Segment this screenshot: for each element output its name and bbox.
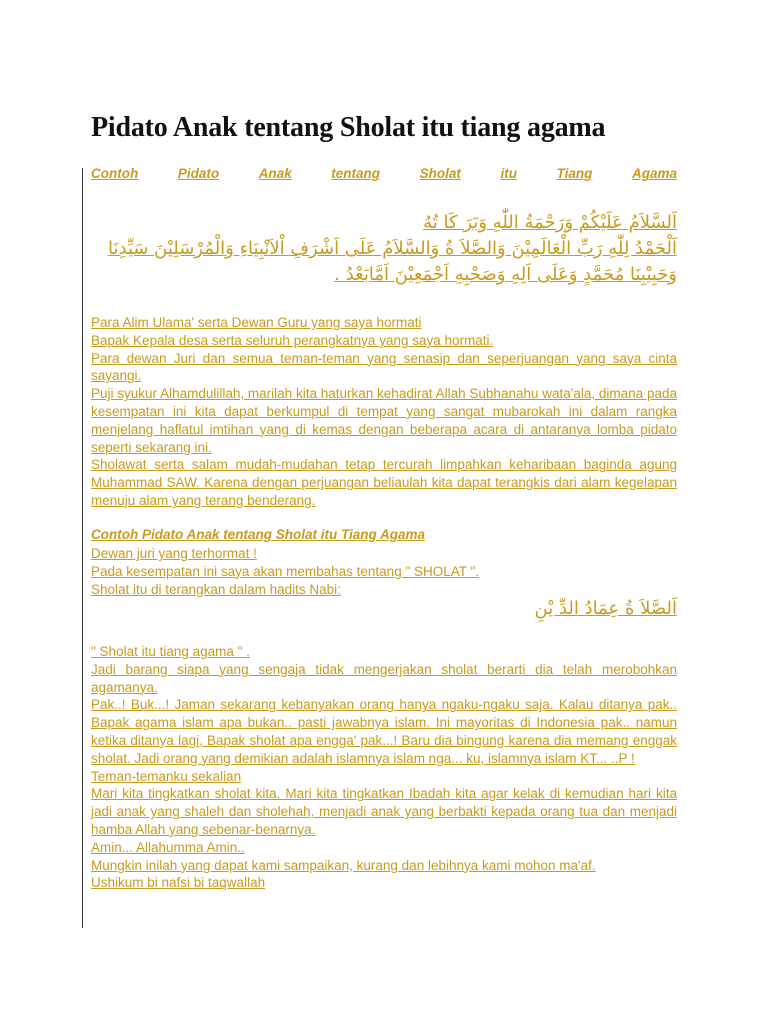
paragraph: Mari kita tingkatkan sholat kita. Mari kita tingkatkan Ibadah kita agar kelak di kemudian hari kita jadi anak yang shaleh dan sholehah, menjadi anak yang berbakti kepada orang tua dan menjadi hamba Allah yang sebenar-benarnya.: [91, 786, 677, 837]
heading-word: Pidato: [177, 166, 220, 181]
intro-block[interactable]: [91, 545, 677, 598]
greetings-block[interactable]: [91, 314, 677, 510]
paragraph: Para dewan Juri dan semua teman-teman yang senasip dan seperjuangan yang saya cinta sayangi.: [91, 350, 677, 384]
arabic-line: وَحَبِيْبِنَا مُحَمَّدٍ وَعَلَى اَلِهِ وَصَحْبِهِ اَجْمَعِيْنَ اَمَّابَعْدُ .: [334, 264, 677, 285]
paragraph: Teman-temanku sekalian: [91, 768, 242, 784]
paragraph: Mungkin inilah yang dapat kami sampaikan, kurang dan lebihnya kami mohon ma'af.: [91, 857, 596, 873]
margin-line: [82, 168, 83, 928]
paragraph: Bapak Kepala desa serta seluruh perangkatnya yang saya hormati.: [91, 332, 494, 348]
paragraph: Pak..! Buk...! Jaman sekarang kebanyakan orang hanya ngaku-ngaku saja. Kalau ditanya pak.. Bapak agama islam apa bukan.. pasti jawabnya islam. Ini mayoritas di Indonesia pak.. namun ketika ditanya lagi, Bapak sholat apa engga' pak...! Baru dia bingung karena dia memang enggak sholat. Jadi orang yang demikian adalah islamnya islam nga... ku, islamnya islam KT... ..P !: [91, 697, 677, 766]
body-block[interactable]: [91, 643, 677, 892]
heading-word: tentang: [331, 166, 381, 181]
arabic-hadith[interactable]: اَلصَّلاَ ةُ عِمَادُ الدِّ يْنِ: [534, 598, 677, 619]
paragraph: Dewan juri yang terhormat !: [91, 546, 257, 561]
heading-word: Agama: [631, 166, 677, 181]
arabic-opening[interactable]: [91, 210, 677, 288]
heading-word: itu: [500, 166, 517, 181]
section-heading[interactable]: [91, 166, 677, 181]
paragraph: Ushikum bi nafsi bi taqwallah: [91, 875, 266, 891]
paragraph: Para Alim Ulama' serta Dewan Guru yang saya hormati: [91, 315, 422, 330]
paragraph: Puji syukur Alhamdulillah, marilah kita haturkan kehadirat Allah Subhanahu wata'ala, dimana pada kesempatan ini kita dapat berkumpul di tempat yang sangat mubarokah ini dalam rangka menjelang haflatul imtihan yang di kemas dengan beberapa acara di antaranya lomba pidato seperti sekarang ini.: [91, 386, 677, 455]
paragraph: Pada kesempatan ini saya akan membahas tentang " SHOLAT ".: [91, 563, 480, 579]
arabic-line: اَلسَّلاَمُ عَلَيْكُمْ وَرَحْمَةُ اللّٰهِ وَبَرَ كَا تُهُ: [423, 212, 677, 233]
paragraph: " Sholat itu tiang agama " .: [91, 644, 250, 659]
paragraph: Sholat itu di terangkan dalam hadits Nabi:: [91, 581, 341, 597]
section-heading-2[interactable]: Contoh Pidato Anak tentang Sholat itu Tiang Agama: [91, 527, 426, 542]
page-title: Pidato Anak tentang Sholat itu tiang agama: [91, 112, 606, 143]
paragraph: Sholawat serta salam mudah-mudahan tetap tercurah limpahkan keharibaan baginda agung Muhammad SAW. Karena dengan perjuangan beliaulah kita dapat terangkis dari alam kegelapan menuju alam yang terang benderang.: [91, 457, 677, 508]
heading-word: Contoh: [91, 166, 139, 181]
arabic-line: اَلْحَمْدُ لِلّٰهِ رَبِّ الْعَالَمِيْنَ وَالصَّلاَ ةُ وَالسَّلاَمُ عَلَى اَشْرَفِ اْلاَنْبِيَاءِ وَالْمُرْسَلِيْنَ سَيِّدِنَا: [108, 238, 677, 259]
paragraph: Jadi barang siapa yang sengaja tidak mengerjakan sholat berarti dia telah merobohkan agamanya.: [91, 661, 677, 695]
heading-word: Tiang: [556, 166, 593, 181]
paragraph: Amin... Allahumma Amin..: [91, 839, 245, 855]
heading-word: Anak: [258, 166, 292, 181]
heading-word: Sholat: [419, 166, 461, 181]
